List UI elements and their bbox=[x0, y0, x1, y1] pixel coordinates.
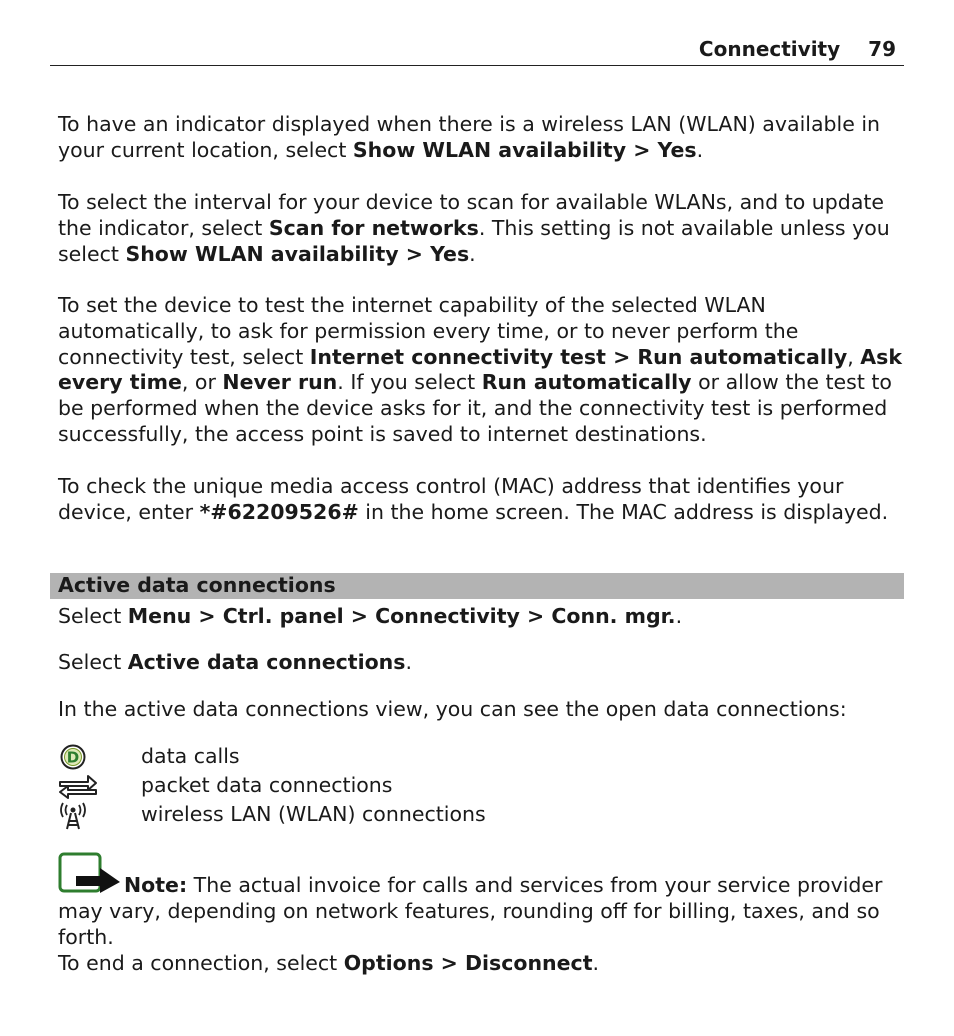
icon-label: data calls bbox=[141, 744, 240, 768]
menu-option: Scan for networks bbox=[268, 215, 479, 240]
paragraph-menu-path: Select Menu > Ctrl. panel > Connectivity > Conn. mgr.. bbox=[58, 604, 683, 628]
menu-option: Ask every time bbox=[58, 344, 902, 395]
icon-row-wlan bbox=[58, 801, 904, 829]
paragraph-disconnect: To end a connection, select Options > Disconnect. bbox=[58, 951, 600, 975]
icon-row-data-calls bbox=[58, 743, 904, 771]
menu-option: Active data connections bbox=[127, 650, 406, 674]
menu-option: Yes bbox=[657, 137, 697, 162]
paragraph-connectivity-test: To set the device to test the internet capability of the selected WLAN automatically, to ask for permission every time, or to never perform the connectivity test, select Internet connectivity test > Run automatically, Ask every time, or Never run. If you select Run automatically or allow the test to be performed when the device asks for it, and the connectivity test is performed successfully, the access point is saved to internet destinations. bbox=[58, 293, 902, 446]
menu-option: Options bbox=[343, 951, 434, 975]
menu-option: Yes bbox=[430, 241, 470, 266]
page-number: 79 bbox=[868, 37, 896, 61]
icon-label: packet data connections bbox=[141, 773, 393, 797]
packet-data-icon bbox=[58, 772, 98, 800]
menu-option: Connectivity bbox=[375, 604, 520, 628]
menu-option: Conn. mgr. bbox=[551, 604, 676, 628]
menu-option: Run automatically bbox=[637, 344, 848, 369]
data-call-icon bbox=[58, 743, 88, 771]
menu-option: Run automatically bbox=[481, 370, 692, 395]
paragraph-note: Note: The actual invoice for calls and services from your service provider may vary, depending on network features, rounding off for billing, taxes, and so forth. bbox=[58, 873, 883, 949]
menu-option: Menu bbox=[127, 604, 192, 628]
paragraph-intro: In the active data connections view, you can see the open data connections: bbox=[58, 697, 847, 721]
menu-option: Show WLAN availability bbox=[352, 137, 627, 162]
svg-text:D: D bbox=[66, 748, 80, 767]
menu-option: Ctrl. panel bbox=[222, 604, 344, 628]
header-section-title: Connectivity bbox=[698, 37, 841, 61]
icon-row-packet-data bbox=[58, 772, 904, 800]
paragraph-mac-address: To check the unique media access control (MAC) address that identifies your device, enter *#62209526# in the home screen. The MAC address is displayed. bbox=[58, 474, 889, 524]
section-title: Active data connections bbox=[58, 573, 336, 597]
menu-option: Never run bbox=[222, 370, 338, 395]
menu-option: Show WLAN availability bbox=[125, 241, 399, 266]
paragraph-select-active: Select Active data connections. bbox=[58, 650, 413, 674]
menu-option: Disconnect bbox=[464, 951, 593, 975]
mac-code: *#62209526# bbox=[199, 499, 359, 524]
note-label: Note: bbox=[124, 873, 188, 897]
page-header bbox=[50, 36, 904, 66]
wlan-antenna-icon bbox=[58, 801, 88, 831]
paragraph-wlan-indicator: To have an indicator displayed when there is a wireless LAN (WLAN) available in your current location, select Show WLAN availability > Yes. bbox=[58, 112, 881, 162]
paragraph-scan-interval: To select the interval for your device to scan for available WLANs, and to update the indicator, select Scan for networks. This setting is not available unless you select Show WLAN availability > Yes. bbox=[58, 190, 890, 266]
section-heading-bar bbox=[50, 573, 904, 599]
menu-option: Internet connectivity test bbox=[309, 344, 606, 369]
icon-label: wireless LAN (WLAN) connections bbox=[141, 802, 486, 826]
